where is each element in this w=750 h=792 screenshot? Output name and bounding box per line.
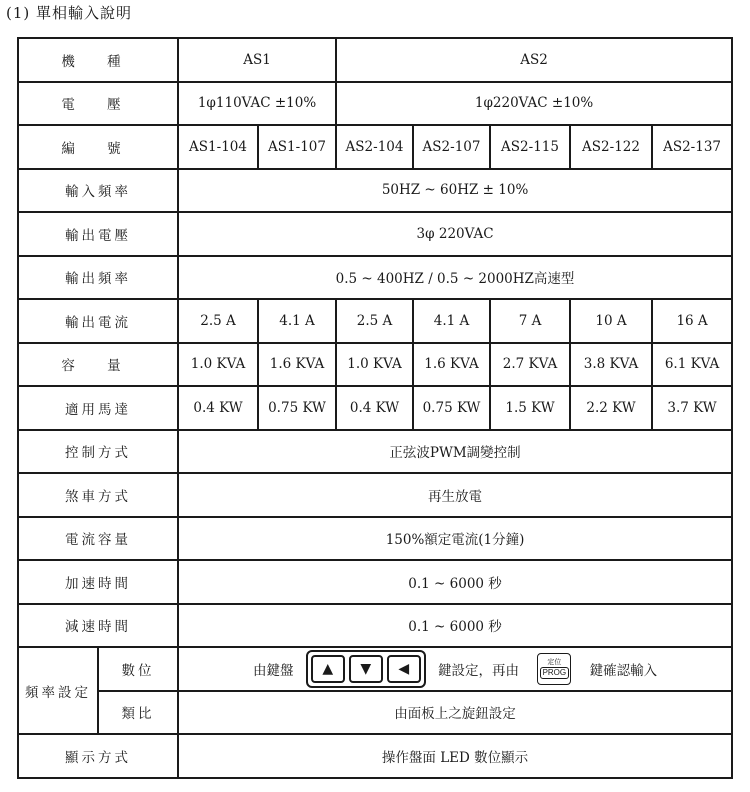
- label-display: 顯示方式: [18, 734, 178, 778]
- control-value: 正弦波PWM調變控制: [178, 430, 732, 474]
- row-output-voltage: [18, 212, 732, 256]
- row-freq-digital: [18, 647, 732, 691]
- decel-value: 0.1 ~ 6000 秒: [178, 604, 732, 648]
- motor-cell: 1.5 KW: [490, 386, 570, 430]
- motor-cell: 0.4 KW: [336, 386, 413, 430]
- code-cell: AS2-115: [490, 125, 570, 169]
- current-cell: 16 A: [652, 299, 732, 343]
- prog-key-icon: [537, 653, 571, 685]
- row-freq-analog: [18, 691, 732, 735]
- code-cell: AS2-104: [336, 125, 413, 169]
- capacity-cell: 1.0 KVA: [336, 343, 413, 387]
- capacity-cell: 1.6 KVA: [413, 343, 490, 387]
- label-control: 控制方式: [18, 430, 178, 474]
- row-current-capacity: [18, 517, 732, 561]
- code-cell: AS1-107: [258, 125, 336, 169]
- current-cell: 2.5 A: [336, 299, 413, 343]
- current-cell: 4.1 A: [413, 299, 490, 343]
- code-cell: AS2-107: [413, 125, 490, 169]
- digital-text-middle: 鍵設定，再由: [438, 662, 520, 679]
- freq-analog-value: 由面板上之旋鈕設定: [178, 691, 732, 735]
- row-accel: [18, 560, 732, 604]
- label-motor: 適用馬達: [18, 386, 178, 430]
- left-arrow-key-icon: ◀: [387, 655, 421, 683]
- label-input-freq: 輸入頻率: [18, 169, 178, 213]
- row-output-freq: [18, 256, 732, 300]
- down-arrow-key-icon: ▼: [349, 655, 383, 683]
- current-cell: 10 A: [570, 299, 652, 343]
- freq-digital-value: [178, 647, 732, 691]
- prog-key-top-label: 定位: [547, 658, 562, 667]
- arrow-keys-group: [306, 650, 426, 688]
- output-voltage-value: 3φ 220VAC: [178, 212, 732, 256]
- row-code: [18, 125, 732, 169]
- motor-cell: 0.4 KW: [178, 386, 258, 430]
- label-code: 編 號: [18, 125, 178, 169]
- model-as2: AS2: [336, 38, 732, 82]
- label-model: 機 種: [18, 38, 178, 82]
- row-control: [18, 430, 732, 474]
- model-as1: AS1: [178, 38, 336, 82]
- input-freq-value: 50HZ ~ 60HZ ± 10%: [178, 169, 732, 213]
- label-current-capacity: 電流容量: [18, 517, 178, 561]
- capacity-cell: 1.0 KVA: [178, 343, 258, 387]
- capacity-cell: 1.6 KVA: [258, 343, 336, 387]
- motor-cell: 2.2 KW: [570, 386, 652, 430]
- motor-cell: 0.75 KW: [258, 386, 336, 430]
- label-output-voltage: 輸出電壓: [18, 212, 178, 256]
- current-cell: 7 A: [490, 299, 570, 343]
- digital-text-after: 鍵確認輸入: [589, 662, 658, 679]
- arrow-keys-frame: [306, 650, 426, 688]
- label-decel: 減速時間: [18, 604, 178, 648]
- row-output-current: [18, 299, 732, 343]
- output-freq-value: 0.5 ~ 400HZ / 0.5 ~ 2000HZ高速型: [178, 256, 732, 300]
- row-voltage: [18, 82, 732, 126]
- capacity-cell: 3.8 KVA: [570, 343, 652, 387]
- row-display: [18, 734, 732, 778]
- row-model: [18, 38, 732, 82]
- row-input-freq: [18, 169, 732, 213]
- display-value: 操作盤面 LED 數位顯示: [178, 734, 732, 778]
- label-capacity: 容 量: [18, 343, 178, 387]
- label-freq-digital: 數位: [98, 647, 178, 691]
- label-freq-setting: 頻率設定: [18, 647, 98, 734]
- capacity-cell: 2.7 KVA: [490, 343, 570, 387]
- row-decel: [18, 604, 732, 648]
- page-heading: (1) 單相輸入說明: [6, 4, 133, 22]
- current-cell: 2.5 A: [178, 299, 258, 343]
- digital-text-before: 由鍵盤: [252, 662, 294, 679]
- prog-key-bottom-label: PROG: [540, 667, 570, 679]
- capacity-cell: 6.1 KVA: [652, 343, 732, 387]
- label-voltage: 電 壓: [18, 82, 178, 126]
- code-cell: AS2-137: [652, 125, 732, 169]
- row-brake: [18, 473, 732, 517]
- label-freq-analog: 類比: [98, 691, 178, 735]
- voltage-as1: 1φ110VAC ±10%: [178, 82, 336, 126]
- code-cell: AS2-122: [570, 125, 652, 169]
- accel-value: 0.1 ~ 6000 秒: [178, 560, 732, 604]
- label-brake: 煞車方式: [18, 473, 178, 517]
- brake-value: 再生放電: [178, 473, 732, 517]
- current-cell: 4.1 A: [258, 299, 336, 343]
- spec-table: [17, 37, 733, 779]
- motor-cell: 0.75 KW: [413, 386, 490, 430]
- voltage-as2: 1φ220VAC ±10%: [336, 82, 732, 126]
- row-capacity: [18, 343, 732, 387]
- up-arrow-key-icon: ▲: [311, 655, 345, 683]
- label-output-current: 輸出電流: [18, 299, 178, 343]
- motor-cell: 3.7 KW: [652, 386, 732, 430]
- row-motor: [18, 386, 732, 430]
- current-capacity-value: 150%額定電流(1分鐘): [178, 517, 732, 561]
- label-accel: 加速時間: [18, 560, 178, 604]
- code-cell: AS1-104: [178, 125, 258, 169]
- label-output-freq: 輸出頻率: [18, 256, 178, 300]
